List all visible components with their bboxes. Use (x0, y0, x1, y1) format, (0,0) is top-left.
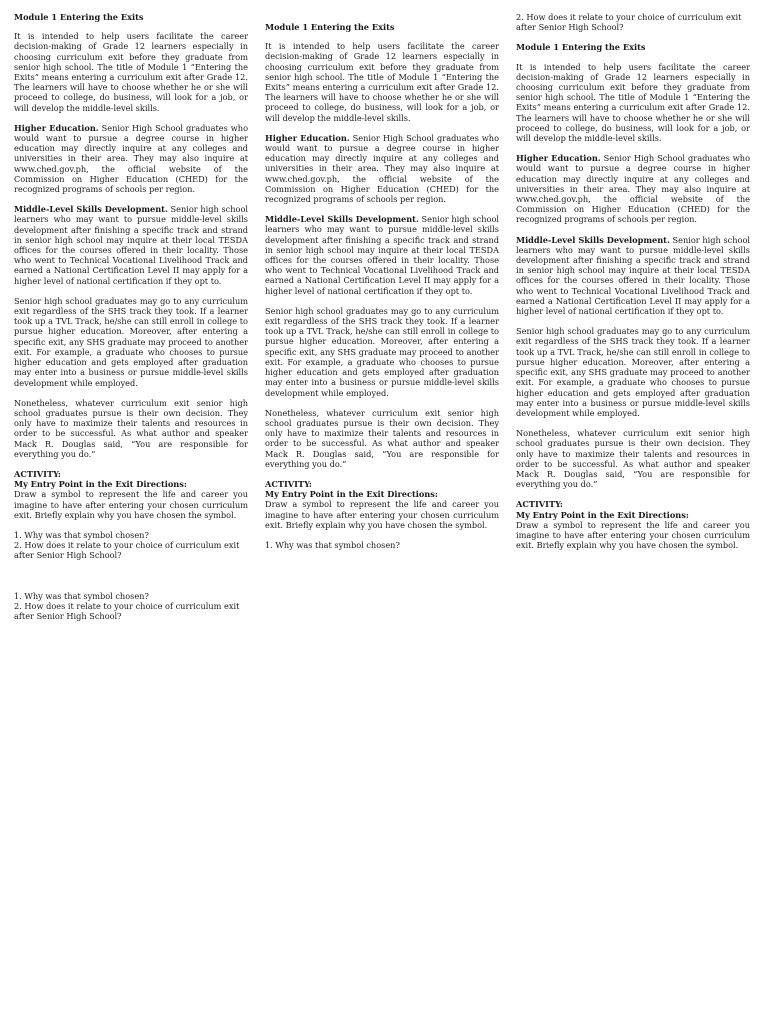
higher-education-text: Senior High School graduates who would want to pursue a degree course in higher education may directly inquire at any colleges and universities in their area. They may also inquire at www.ched.gov.ph, the official website of the Commission on Higher Education (CHED) for the recognized programs of schools per region. (14, 122, 249, 195)
module-title: Module 1 Entering the Exits (265, 22, 395, 32)
module-title: Module 1 Entering the Exits (516, 42, 646, 53)
activity-title: My Entry Point in the Exit Directions: (14, 479, 187, 490)
question-2-repeat: 2. How does it relate to your choice of curriculum exit after Senior High School? (14, 600, 240, 621)
higher-education-lead: Higher Education. (265, 132, 350, 143)
higher-education-paragraph (265, 133, 499, 204)
middle-level-text: Senior high school learners who may want to pursue middle-level skills development after finishing a specific track and strand in senior high school may inquire at their local TESDA offices for the courses offered in their locality. Those who went to Technical Vocational Livelihood Track and earned a National Certification Level II may apply for a higher level of national certification if they opt to. (265, 214, 500, 296)
column-2 (265, 22, 499, 550)
spacer (14, 561, 248, 591)
activity-label: ACTIVITY: (14, 468, 61, 479)
middle-level-lead: Middle-Level Skills Development. (14, 204, 168, 215)
middle-level-lead: Middle-Level Skills Development. (516, 234, 670, 245)
question-1: 1. Why was that symbol chosen? (265, 539, 400, 550)
intro-paragraph: It is intended to help users facilitate the career decision-making of Grade 12 learners especially in choosing curriculum exit before they graduate from senior high school. The title of Module 1 “Entering the Exits” means entering a curriculum exit after Grade 12. The learners will have to choose whether he or she will proceed to college, do business, will look for a job, or will develop the middle-level skills. (265, 41, 499, 123)
higher-education-lead: Higher Education. (14, 122, 99, 133)
higher-education-paragraph (14, 123, 248, 194)
activity-label: ACTIVITY: (516, 499, 563, 510)
middle-level-text: Senior high school learners who may want to pursue middle-level skills development after finishing a specific track and strand in senior high school may inquire at their local TESDA offices for the courses offered in their locality. Those who went to Technical Vocational Livelihood Track and earned a National Certification Level II may apply for a higher level of national certification if they opt to. (14, 204, 249, 286)
module-title: Module 1 Entering the Exits (14, 12, 144, 22)
any-exit-paragraph: Senior high school graduates may go to any curriculum exit regardless of the SHS track they took. If a learner took up a TVL Track, he/she can still enroll in college to pursue higher education. Moreover, after entering a specific exit, any SHS graduate may proceed to another exit. For example, a graduate who chooses to pursue higher education and gets employed after graduation may enter into a business or pursue middle-level skills development while employed. (14, 295, 248, 388)
activity-instructions: Draw a symbol to represent the life and career you imagine to have after entering your chosen curriculum exit. Briefly explain why you have chosen the symbol. (265, 499, 499, 530)
any-exit-paragraph: Senior high school graduates may go to any curriculum exit regardless of the SHS track they took. If a learner took up a TVL Track, he/she can still enroll in college to pursue higher education. Moreover, after entering a specific exit, any SHS graduate may proceed to another exit. For example, a graduate who chooses to pursue higher education and gets employed after graduation may enter into a business or pursue middle-level skills development while employed. (265, 305, 499, 398)
intro-paragraph: It is intended to help users facilitate the career decision-making of Grade 12 learners especially in choosing curriculum exit before they graduate from senior high school. The title of Module 1 “Entering the Exits” means entering a curriculum exit after Grade 12. The learners will have to choose whether he or she will proceed to college, do business, will look for a job, or will develop the middle-level skills. (14, 31, 248, 113)
middle-level-paragraph (265, 214, 499, 296)
activity-label: ACTIVITY: (265, 478, 312, 489)
activity-instructions: Draw a symbol to represent the life and career you imagine to have after entering your chosen curriculum exit. Briefly explain why you have chosen the symbol. (14, 489, 248, 520)
higher-education-text: Senior High School graduates who would want to pursue a degree course in higher education may directly inquire at any colleges and universities in their area. They may also inquire at www.ched.gov.ph, the official website of the Commission on Higher Education (CHED) for the recognized programs of schools per region. (516, 153, 751, 225)
column-1 (14, 12, 248, 621)
higher-education-paragraph (516, 153, 750, 224)
higher-education-text: Senior High School graduates who would want to pursue a degree course in higher education may directly inquire at any colleges and universities in their area. They may also inquire at www.ched.gov.ph, the official website of the Commission on Higher Education (CHED) for the recognized programs of schools per region. (265, 132, 500, 205)
question-1-repeat: 1. Why was that symbol chosen? (14, 590, 149, 601)
intro-paragraph: It is intended to help users facilitate the career decision-making of Grade 12 learners especially in choosing curriculum exit before they graduate from senior high school. The title of Module 1 “Entering the Exits” means entering a curriculum exit after Grade 12. The learners will have to choose whether he or she will proceed to college, do business, will look for a job, or will develop the middle-level skills. (516, 61, 750, 144)
middle-level-text: Senior high school learners who may want to pursue middle-level skills development after finishing a specific track and strand in senior high school may inquire at their local TESDA offices for the courses offered in their locality. Those who went to Technical Vocational Livelihood Track and earned a National Certification Level II may apply for a higher level of national certification if they opt to. (516, 234, 751, 317)
column-3 (516, 12, 750, 560)
any-exit-paragraph: Senior high school graduates may go to any curriculum exit regardless of the SHS track they took. If a learner took up a TVL Track, he/she can still enroll in college to pursue higher education. Moreover, after entering a specific exit, any SHS graduate may proceed to another exit. For example, a graduate who chooses to pursue higher education and gets employed after graduation may enter into a business or pursue middle-level skills development while employed. (516, 326, 750, 418)
question-2-top: 2. How does it relate to your choice of curriculum exit after Senior High School? (516, 12, 742, 33)
middle-level-paragraph (14, 204, 248, 286)
nonetheless-paragraph: Nonetheless, whatever curriculum exit senior high school graduates pursue is their own decision. They only have to maximize their talents and resources in order to be successful. As what author and speaker Mack R. Douglas said, “You are responsible for everything you do.” (265, 407, 499, 469)
nonetheless-paragraph: Nonetheless, whatever curriculum exit senior high school graduates pursue is their own decision. They only have to maximize their talents and resources in order to be successful. As what author and speaker Mack R. Douglas said, “You are responsible for everything you do.” (14, 397, 248, 459)
activity-instructions: Draw a symbol to represent the life and career you imagine to have after entering your chosen curriculum exit. Briefly explain why you have chosen the symbol. (516, 519, 750, 551)
higher-education-lead: Higher Education. (516, 153, 601, 164)
middle-level-lead: Middle-Level Skills Development. (265, 214, 419, 225)
activity-title: My Entry Point in the Exit Directions: (265, 489, 438, 500)
question-1: 1. Why was that symbol chosen? (14, 529, 149, 540)
middle-level-paragraph (516, 235, 750, 317)
question-2: 2. How does it relate to your choice of curriculum exit after Senior High School? (14, 540, 240, 561)
activity-title: My Entry Point in the Exit Directions: (516, 509, 689, 520)
nonetheless-paragraph: Nonetheless, whatever curriculum exit senior high school graduates pursue is their own decision. They only have to maximize their talents and resources in order to be successful. As what author and speaker Mack R. Douglas said, “You are responsible for everything you do.” (516, 428, 750, 490)
